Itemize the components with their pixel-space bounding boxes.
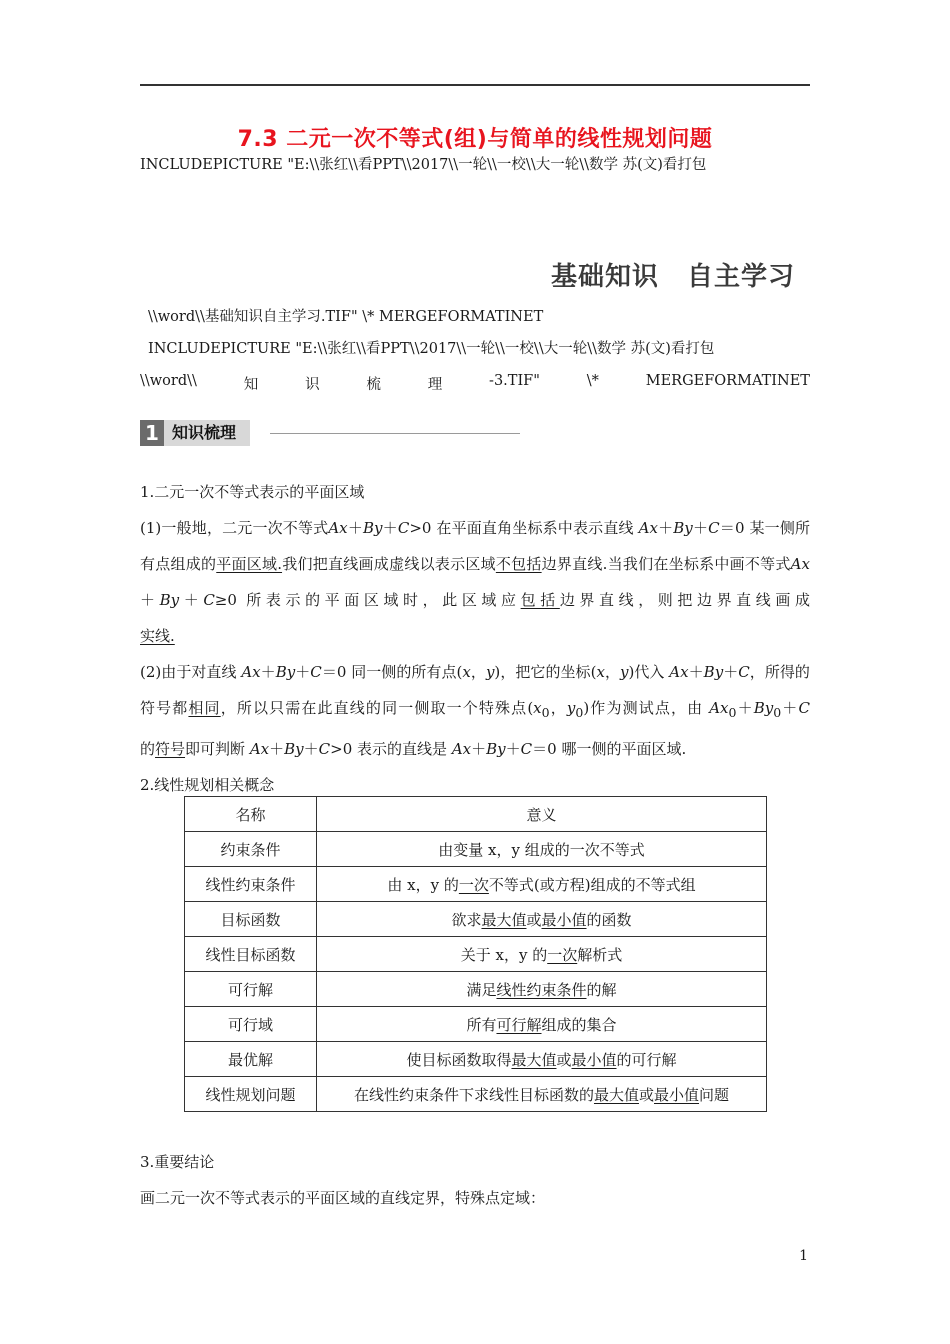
- meaning-cell: 满足线性约束条件的解: [317, 972, 767, 1007]
- column-header: 意义: [317, 797, 767, 832]
- field-code-line-3: INCLUDEPICTURE "E:\\张红\\看PPT\\2017\\一轮\\一校\\大一轮\\数学 苏(文)看打包: [148, 341, 715, 357]
- meaning-cell: 所有可行解组成的集合: [317, 1007, 767, 1042]
- meaning-cell: 由变量 x，y 组成的一次不等式: [317, 832, 767, 867]
- column-header: 名称: [185, 797, 317, 832]
- table-row: [185, 1077, 767, 1112]
- term-cell: 约束条件: [185, 832, 317, 867]
- badge-number: 1: [140, 420, 164, 446]
- paragraph-2: (2)由于对直线 Ax＋By＋C＝0 同一侧的所有点(x，y)，把它的坐标(x，y)代入 Ax＋By＋C，所得的符号都相同，所以只需在此直线的同一侧取一个特殊点($x_0$，$y_0$)作为测试点，由 $Ax_0+By_0+C$: [140, 663, 810, 720]
- field-code-line-2: \\word\\基础知识自主学习.TIF" \* MERGEFORMATINET: [148, 309, 544, 325]
- paragraph-1-end: 实线.: [140, 627, 175, 645]
- section-3: [140, 1144, 810, 1216]
- knowledge-badge: [140, 420, 520, 446]
- paragraph-1: (1)一般地，二元一次不等式Ax＋By＋C>0 在平面直角坐标系中表示直线 Ax＋By＋C＝0 某一侧所有点组成的平面区域.我们把直线画成虚线以表示区域不包括边界直线.当我们在坐标系中画不等式Ax＋By＋C≥0 所表示的平面区域时，此区域应包括边界直线，则把边界直线画成: [140, 519, 810, 609]
- term-cell: 线性目标函数: [185, 937, 317, 972]
- document-title: 7.3 二元一次不等式(组)与简单的线性规划问题: [237, 127, 713, 152]
- badge-rule: [270, 433, 520, 434]
- paragraph-2-end: 的符号即可判断 Ax＋By＋C>0 表示的直线是 Ax＋By＋C＝0 哪一侧的平面区域.: [140, 740, 687, 758]
- term-cell: 最优解: [185, 1042, 317, 1077]
- meaning-cell: 关于 x，y 的一次解析式: [317, 937, 767, 972]
- meaning-cell: 由 x，y 的一次不等式(或方程)组成的不等式组: [317, 867, 767, 902]
- section-1-heading: 1.二元一次不等式表示的平面区域: [140, 483, 365, 501]
- field-code-line-4: \\word\\ 知 识 梳 理 -3.TIF" \* MERGEFORMATINET: [140, 373, 810, 393]
- section-heading: 基础知识 自主学习: [550, 262, 795, 292]
- table-row: [185, 972, 767, 1007]
- section-1: [140, 474, 810, 803]
- term-cell: 线性约束条件: [185, 867, 317, 902]
- table-row: [185, 1042, 767, 1077]
- page-number: 1: [799, 1248, 808, 1264]
- field-code-line-1: INCLUDEPICTURE "E:\\张红\\看PPT\\2017\\一轮\\一校\\大一轮\\数学 苏(文)看打包: [140, 157, 707, 173]
- table-row: [185, 1007, 767, 1042]
- meaning-cell: 欲求最大值或最小值的函数: [317, 902, 767, 937]
- table-header-row: [185, 797, 767, 832]
- section-3-heading: 3.重要结论: [140, 1153, 215, 1171]
- term-cell: 可行域: [185, 1007, 317, 1042]
- table-row: [185, 902, 767, 937]
- meaning-cell: 使目标函数取得最大值或最小值的可行解: [317, 1042, 767, 1077]
- table-row: [185, 867, 767, 902]
- section-3-line: 画二元一次不等式表示的平面区域的直线定界，特殊点定域：: [140, 1189, 546, 1207]
- meaning-cell: 在线性约束条件下求线性目标函数的最大值或最小值问题: [317, 1077, 767, 1112]
- table-row: [185, 937, 767, 972]
- term-cell: 可行解: [185, 972, 317, 1007]
- term-cell: 目标函数: [185, 902, 317, 937]
- term-cell: 线性规划问题: [185, 1077, 317, 1112]
- section-2-heading: 2.线性规划相关概念: [140, 776, 275, 794]
- table-row: [185, 832, 767, 867]
- header-rule: [140, 84, 810, 86]
- badge-label: 知识梳理: [164, 420, 250, 446]
- concepts-table: [184, 796, 767, 1112]
